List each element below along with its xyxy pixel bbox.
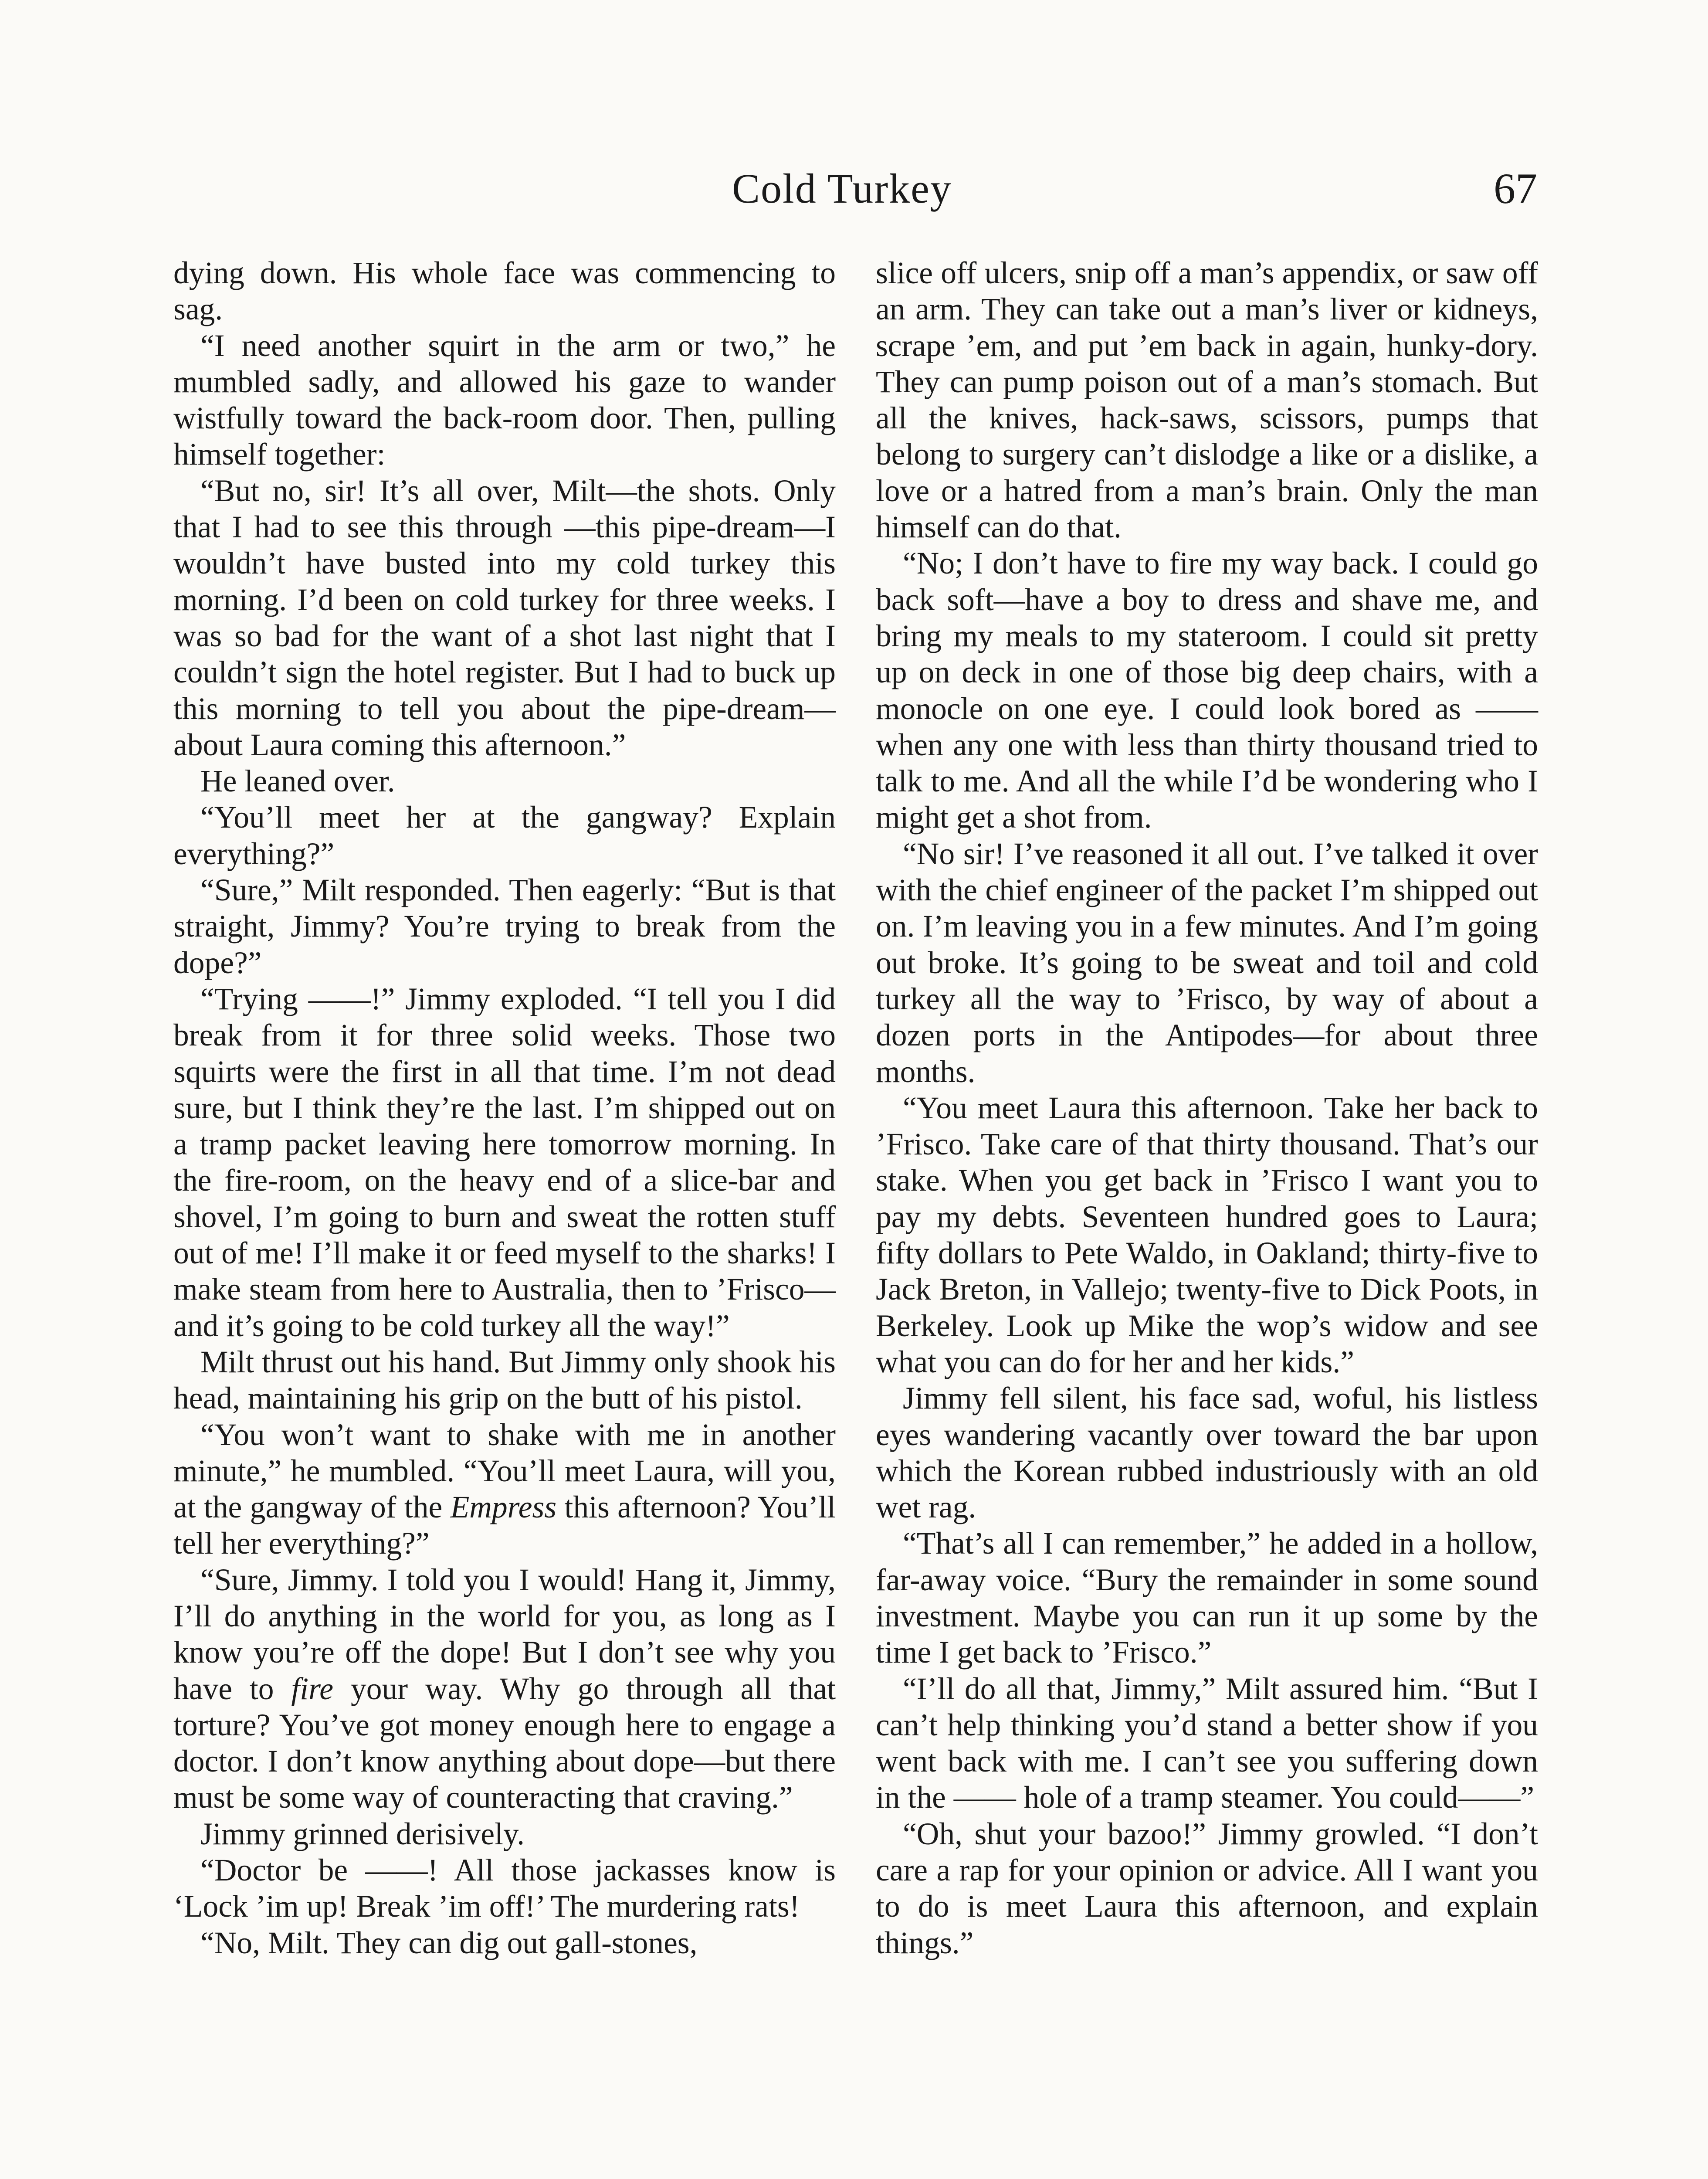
paragraph-text: “You won’t want to shake with me in another minute,” he mumbled. “You’ll meet Laura, will you, at the gangway of the: [173, 1417, 836, 1525]
paragraph: Jimmy fell silent, his face sad, woful, his listless eyes wandering vacantly over toward the bar upon which the Korean rubbed industriously with an old wet rag.: [876, 1381, 1538, 1525]
running-title: Cold Turkey: [732, 165, 952, 212]
paragraph: “Doctor be ——! All those jackasses know is ‘Lock ’im up! Break ’im off!’ The murdering rats!: [173, 1853, 836, 1924]
paragraph: Milt thrust out his hand. But Jimmy only shook his head, maintaining his grip on the butt of his pistol.: [173, 1344, 836, 1416]
right-text-column: [876, 255, 1538, 1961]
paragraph: “I need another squirt in the arm or two,” he mumbled sadly, and allowed his gaze to wander wistfully toward the back-room door. Then, pulling himself together:: [173, 328, 836, 472]
paragraph: “I’ll do all that, Jimmy,” Milt assured him. “But I can’t help thinking you’d stand a better show if you went back with me. I can’t see you suffering down in the —— hole of a tramp steamer. You could——”: [876, 1671, 1538, 1815]
paragraph: “No sir! I’ve reasoned it all out. I’ve talked it over with the chief engineer of the packet I’m shipped out on. I’m leaving you in a few minutes. And I’m going out broke. It’s going to be sweat and toil and cold turkey all the way to ’Frisco, by way of about a dozen ports in the Antipodes—for about three months.: [876, 836, 1538, 1089]
paragraph: “No, Milt. They can dig out gall-stones,: [200, 1925, 698, 1960]
paragraph: [173, 1417, 836, 1562]
paragraph: slice off ulcers, snip off a man’s appendix, or saw off an arm. They can take out a man’s liver or kidneys, scrape ’em, and put ’em back in again, hunky-dory. They can pump poison out of a man’s stomach. But all the knives, hack-saws, scissors, pumps that belong to surgery can’t dislodge a like or a dislike, a love or a hatred from a man’s brain. Only the man himself can do that.: [876, 256, 1538, 545]
running-head: [0, 160, 1708, 217]
paragraph: “Trying ——!” Jimmy exploded. “I tell you I did break from it for three solid weeks. Those two squirts were the first in all that time. I’m not dead sure, but I think they’re the last. I’m shipped out on a tramp packet leaving here tomorrow morning. In the fire-room, on the heavy end of a slice-bar and shovel, I’m going to burn and sweat the rotten stuff out of me! I’ll make it or feed myself to the sharks! I make steam from here to Australia, then to ’Frisco—and it’s going to be cold turkey all the way!”: [173, 981, 836, 1343]
paragraph: “No; I don’t have to fire my way back. I could go back soft—have a boy to dress and shave me, and bring my meals to my stateroom. I could sit pretty up on deck in one of those big deep chairs, with a monocle on one eye. I could look bored as —— when any one with less than thirty thousand tried to talk to me. And all the while I’d be wondering who I might get a shot from.: [876, 546, 1538, 835]
paragraph: [173, 1562, 836, 1816]
page-number: 67: [1494, 164, 1537, 213]
paragraph-text: “Sure, Jimmy. I told you I would! Hang it, Jimmy, I’ll do anything in the world for you, as long as I know you’re off the dope! But I don’t see why you have to: [173, 1562, 836, 1706]
paragraph: dying down. His whole face was commencing to sag.: [173, 256, 836, 327]
paragraph-text: your way. Why go through all that torture? You’ve got money enough here to engage a doctor. I don’t know anything about dope—but there must be some way of counteracting that craving.”: [173, 1671, 836, 1815]
paragraph: Jimmy grinned derisively.: [200, 1816, 525, 1851]
emphasis-italic: fire: [291, 1671, 334, 1706]
paragraph: “But no, sir! It’s all over, Milt—the shots. Only that I had to see this through —this pipe-dream—I wouldn’t have busted into my cold turkey this morning. I’d been on cold turkey for three weeks. I was so bad for the want of a shot last night that I couldn’t sign the hotel register. But I had to buck up this morning to tell you about the pipe-dream—about Laura coming this afternoon.”: [173, 473, 836, 762]
paragraph: “You’ll meet her at the gangway? Explain everything?”: [173, 800, 836, 871]
paragraph: “Sure,” Milt responded. Then eagerly: “But is that straight, Jimmy? You’re trying to break from the dope?”: [173, 873, 836, 980]
paragraph: He leaned over.: [200, 764, 395, 799]
paragraph: “That’s all I can remember,” he added in a hollow, far-away voice. “Bury the remainder in some sound investment. Maybe you can run it up some by the time I get back to ’Frisco.”: [876, 1526, 1538, 1670]
paragraph: “You meet Laura this afternoon. Take her back to ’Frisco. Take care of that thirty thousand. That’s our stake. When you get back in ’Frisco I want you to pay my debts. Seventeen hundred goes to Laura; fifty dollars to Pete Waldo, in Oakland; thirty-five to Jack Breton, in Vallejo; twenty-five to Dick Poots, in Berkeley. Look up Mike the wop’s widow and see what you can do for her and her kids.”: [876, 1090, 1538, 1379]
paragraph-text: this afternoon? You’ll tell her everything?”: [173, 1490, 836, 1561]
ship-name-italic: Empress: [450, 1490, 557, 1525]
paragraph: “Oh, shut your bazoo!” Jimmy growled. “I don’t care a rap for your opinion or advice. All I want you to do is meet Laura this afternoon, and explain things.”: [876, 1816, 1538, 1960]
left-text-column: [173, 255, 836, 1961]
